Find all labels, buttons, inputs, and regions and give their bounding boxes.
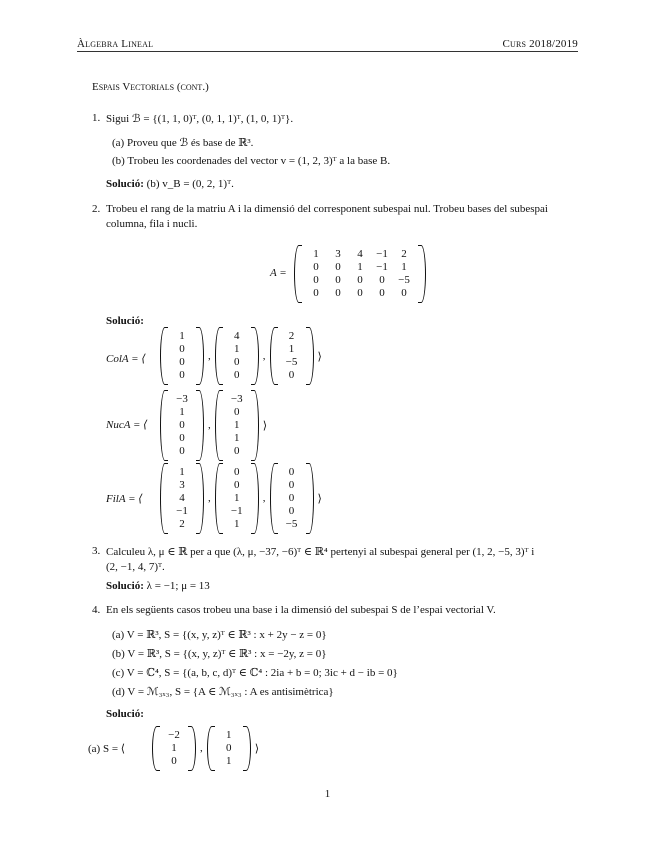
solution-label: Solució: bbox=[106, 178, 144, 190]
span-close: ⟩ bbox=[254, 742, 260, 755]
problem-1-part-a: (a) Proveu que ℬ és base de ℝ³. bbox=[112, 137, 254, 149]
solution-label: Solució: bbox=[106, 580, 144, 592]
vector-entry: 1 bbox=[234, 418, 240, 431]
problem-4-part-a: (a) V = ℝ³, S = {(x, y, z)ᵀ ∈ ℝ³ : x + 2y − z = 0} bbox=[112, 629, 327, 641]
section-title: Espais Vectorials (cont.) bbox=[92, 81, 209, 93]
matrix-a-entry: −1 bbox=[376, 248, 388, 260]
vector-entry: 0 bbox=[179, 418, 185, 431]
span-close: ⟩ bbox=[262, 419, 268, 432]
problem-4-part-d: (d) V = ℳ₃ₓ₃, S = {A ∈ ℳ₃ₓ₃ : A es antisimètrica} bbox=[112, 686, 334, 698]
matrix-a-entry: 1 bbox=[357, 261, 363, 273]
left-paren bbox=[215, 390, 223, 461]
basis-vector bbox=[152, 726, 196, 771]
vector-entry: 2 bbox=[179, 517, 185, 530]
left-paren bbox=[270, 327, 278, 385]
matrix-a-entry: 4 bbox=[357, 248, 363, 260]
vector-entry: 1 bbox=[179, 330, 185, 342]
right-paren bbox=[243, 726, 251, 771]
header-course-year: Curs 2018/2019 bbox=[502, 38, 578, 50]
vector-separator: , bbox=[208, 492, 211, 504]
vector-entry: −2 bbox=[168, 728, 180, 741]
problem-3-number: 3. bbox=[92, 545, 101, 557]
matrix-a-entry: 3 bbox=[335, 248, 341, 260]
vector-separator: , bbox=[208, 350, 211, 362]
matrix-a-entry: 0 bbox=[313, 274, 319, 286]
vector-entry: −5 bbox=[285, 517, 298, 530]
basis-vector bbox=[270, 463, 314, 534]
problem-4-solution-label: Solució: bbox=[106, 708, 144, 720]
vector-entry: −1 bbox=[230, 504, 243, 517]
vector-entry: 0 bbox=[234, 444, 240, 457]
basis-vector bbox=[207, 726, 251, 771]
problem-1-part-b: (b) Trobeu les coordenades del vector v = (1, 2, 3)ᵀ a la base B. bbox=[112, 155, 391, 167]
page-number: 1 bbox=[324, 788, 331, 800]
vector-entry: −1 bbox=[176, 504, 188, 517]
vector-entry: 0 bbox=[179, 356, 185, 368]
vector-entry: 2 bbox=[288, 330, 295, 342]
solution-text: (b) v_B = (0, 2, 1)ᵀ. bbox=[143, 178, 234, 190]
vector-entry: −5 bbox=[285, 356, 298, 368]
left-paren bbox=[215, 327, 223, 385]
matrix-a-entry: 1 bbox=[401, 261, 407, 273]
vector-entry: 0 bbox=[171, 754, 177, 767]
left-paren bbox=[152, 726, 160, 771]
vector-entry: 0 bbox=[288, 465, 295, 478]
vector-entry: 1 bbox=[288, 343, 295, 355]
fil-a-label: FilA = ⟨ bbox=[106, 493, 143, 505]
vector-entry: 0 bbox=[234, 356, 240, 368]
header-course-title: Àlgebra Lineal bbox=[77, 38, 154, 50]
vector-entry: 0 bbox=[234, 369, 240, 381]
left-paren bbox=[294, 245, 302, 303]
nuc-a-label: NucA = ⟨ bbox=[106, 419, 148, 431]
matrix-a-entry: 0 bbox=[335, 287, 341, 299]
left-paren bbox=[270, 463, 278, 534]
matrix-a-entry: 0 bbox=[379, 287, 385, 299]
basis-vector bbox=[215, 463, 259, 534]
basis-vector bbox=[160, 390, 204, 461]
vector-entry: 1 bbox=[226, 754, 232, 767]
matrix-a-entry: 0 bbox=[335, 274, 341, 286]
right-paren bbox=[251, 327, 259, 385]
vector-entry: 0 bbox=[288, 504, 295, 517]
right-paren bbox=[418, 245, 426, 303]
vector-entry: 1 bbox=[179, 405, 185, 418]
left-paren bbox=[160, 327, 168, 385]
matrix-a bbox=[294, 243, 426, 305]
vector-entry: 1 bbox=[234, 343, 240, 355]
nuc-a-basis bbox=[160, 389, 271, 461]
matrix-a-entry: 0 bbox=[313, 261, 319, 273]
vector-entry: 1 bbox=[171, 741, 177, 754]
vector-entry: 1 bbox=[226, 728, 232, 741]
fil-a-basis bbox=[160, 462, 326, 534]
matrix-a-label: A = bbox=[270, 267, 287, 279]
problem-2-solution-label: Solució: bbox=[106, 315, 144, 327]
vector-entry: 0 bbox=[226, 741, 232, 754]
matrix-a-entry: 0 bbox=[401, 287, 407, 299]
vector-entry: 0 bbox=[288, 478, 295, 491]
matrix-a-entry: 0 bbox=[313, 287, 319, 299]
right-paren bbox=[188, 726, 196, 771]
problem-4-solution-a-basis bbox=[152, 724, 263, 772]
problem-1-statement: Sigui ℬ = {(1, 1, 0)ᵀ, (0, 1, 1)ᵀ, (1, 0, 1)ᵀ}. bbox=[106, 113, 294, 125]
vector-entry: 0 bbox=[234, 405, 240, 418]
vector-entry: 1 bbox=[234, 517, 240, 530]
vector-entry: 1 bbox=[234, 491, 240, 504]
matrix-a-entry: −1 bbox=[376, 261, 388, 273]
page-header bbox=[77, 38, 578, 52]
problem-4-solution-a-label: (a) S = ⟨ bbox=[88, 743, 126, 755]
left-paren bbox=[160, 390, 168, 461]
right-paren bbox=[251, 463, 259, 534]
basis-vector bbox=[160, 327, 204, 385]
vector-entry: 0 bbox=[179, 369, 185, 381]
vector-entry: 4 bbox=[234, 330, 240, 342]
problem-3-statement-line2: (2, −1, 4, 7)ᵀ. bbox=[106, 561, 165, 573]
vector-entry: 0 bbox=[179, 343, 185, 355]
vector-entry: −3 bbox=[176, 392, 188, 405]
left-paren bbox=[160, 463, 168, 534]
matrix-a-entry: 2 bbox=[401, 248, 407, 260]
vector-entry: 0 bbox=[234, 478, 240, 491]
problem-4-part-c: (c) V = ℂ⁴, S = {(a, b, c, d)ᵀ ∈ ℂ⁴ : 2ia + b = 0; 3ic + d − ib = 0} bbox=[112, 667, 398, 679]
problem-4-number: 4. bbox=[92, 604, 101, 616]
basis-vector bbox=[160, 463, 204, 534]
col-a-basis bbox=[160, 326, 326, 386]
vector-separator: , bbox=[262, 350, 266, 362]
matrix-a-entry: 1 bbox=[313, 248, 319, 260]
solution-text: λ = −1; μ = 13 bbox=[143, 580, 210, 592]
problem-2-number: 2. bbox=[92, 203, 101, 215]
col-a-label: ColA = ⟨ bbox=[106, 353, 146, 365]
span-close: ⟩ bbox=[317, 492, 322, 505]
vector-entry: 0 bbox=[179, 444, 185, 457]
matrix-a-entry: −5 bbox=[398, 274, 410, 286]
vector-entry: 0 bbox=[288, 369, 295, 381]
basis-vector bbox=[215, 390, 259, 461]
vector-entry: 4 bbox=[179, 491, 185, 504]
vector-entry: 1 bbox=[234, 431, 240, 444]
basis-vector bbox=[215, 327, 259, 385]
matrix-a-entry: 0 bbox=[335, 261, 341, 273]
matrix-a-entry: 0 bbox=[357, 287, 363, 299]
vector-entry: 1 bbox=[179, 465, 185, 478]
vector-entry: −3 bbox=[230, 392, 243, 405]
matrix-a-entry: 0 bbox=[357, 274, 363, 286]
problem-3-statement-line1: Calculeu λ, μ ∈ ℝ per a que (λ, μ, −37, −6)ᵀ ∈ ℝ⁴ pertenyi al subespai general per (1, 2, −5, 3)ᵀ i bbox=[106, 546, 535, 558]
matrix-a-entry: 0 bbox=[379, 274, 385, 286]
span-close: ⟩ bbox=[317, 350, 322, 363]
vector-entry: 0 bbox=[288, 491, 295, 504]
left-paren bbox=[215, 463, 223, 534]
right-paren bbox=[196, 327, 204, 385]
problem-4-part-b: (b) V = ℝ³, S = {(x, y, z)ᵀ ∈ ℝ³ : x = −2y, z = 0} bbox=[112, 648, 327, 660]
problem-2-statement-line1: Trobeu el rang de la matriu A i la dimensió del corresponent subespai nul. Trobeu bases del subespai bbox=[106, 203, 548, 215]
vector-separator: , bbox=[262, 492, 266, 504]
vector-entry: 0 bbox=[234, 465, 240, 478]
right-paren bbox=[251, 390, 259, 461]
problem-3-solution bbox=[106, 580, 210, 592]
vector-entry: 3 bbox=[179, 478, 185, 491]
right-paren bbox=[306, 463, 314, 534]
right-paren bbox=[196, 463, 204, 534]
problem-1-solution bbox=[106, 178, 234, 190]
vector-separator: , bbox=[208, 419, 211, 431]
basis-vector bbox=[270, 327, 314, 385]
vector-separator: , bbox=[200, 742, 203, 754]
left-paren bbox=[207, 726, 215, 771]
right-paren bbox=[306, 327, 314, 385]
vector-entry: 0 bbox=[179, 431, 185, 444]
right-paren bbox=[196, 390, 204, 461]
problem-2-statement-line2: columna, fila i nucli. bbox=[106, 218, 198, 230]
problem-4-statement: En els següents casos trobeu una base i la dimensió del subespai S de l’espai vectorial V. bbox=[106, 604, 496, 616]
problem-1-number: 1. bbox=[92, 112, 101, 124]
